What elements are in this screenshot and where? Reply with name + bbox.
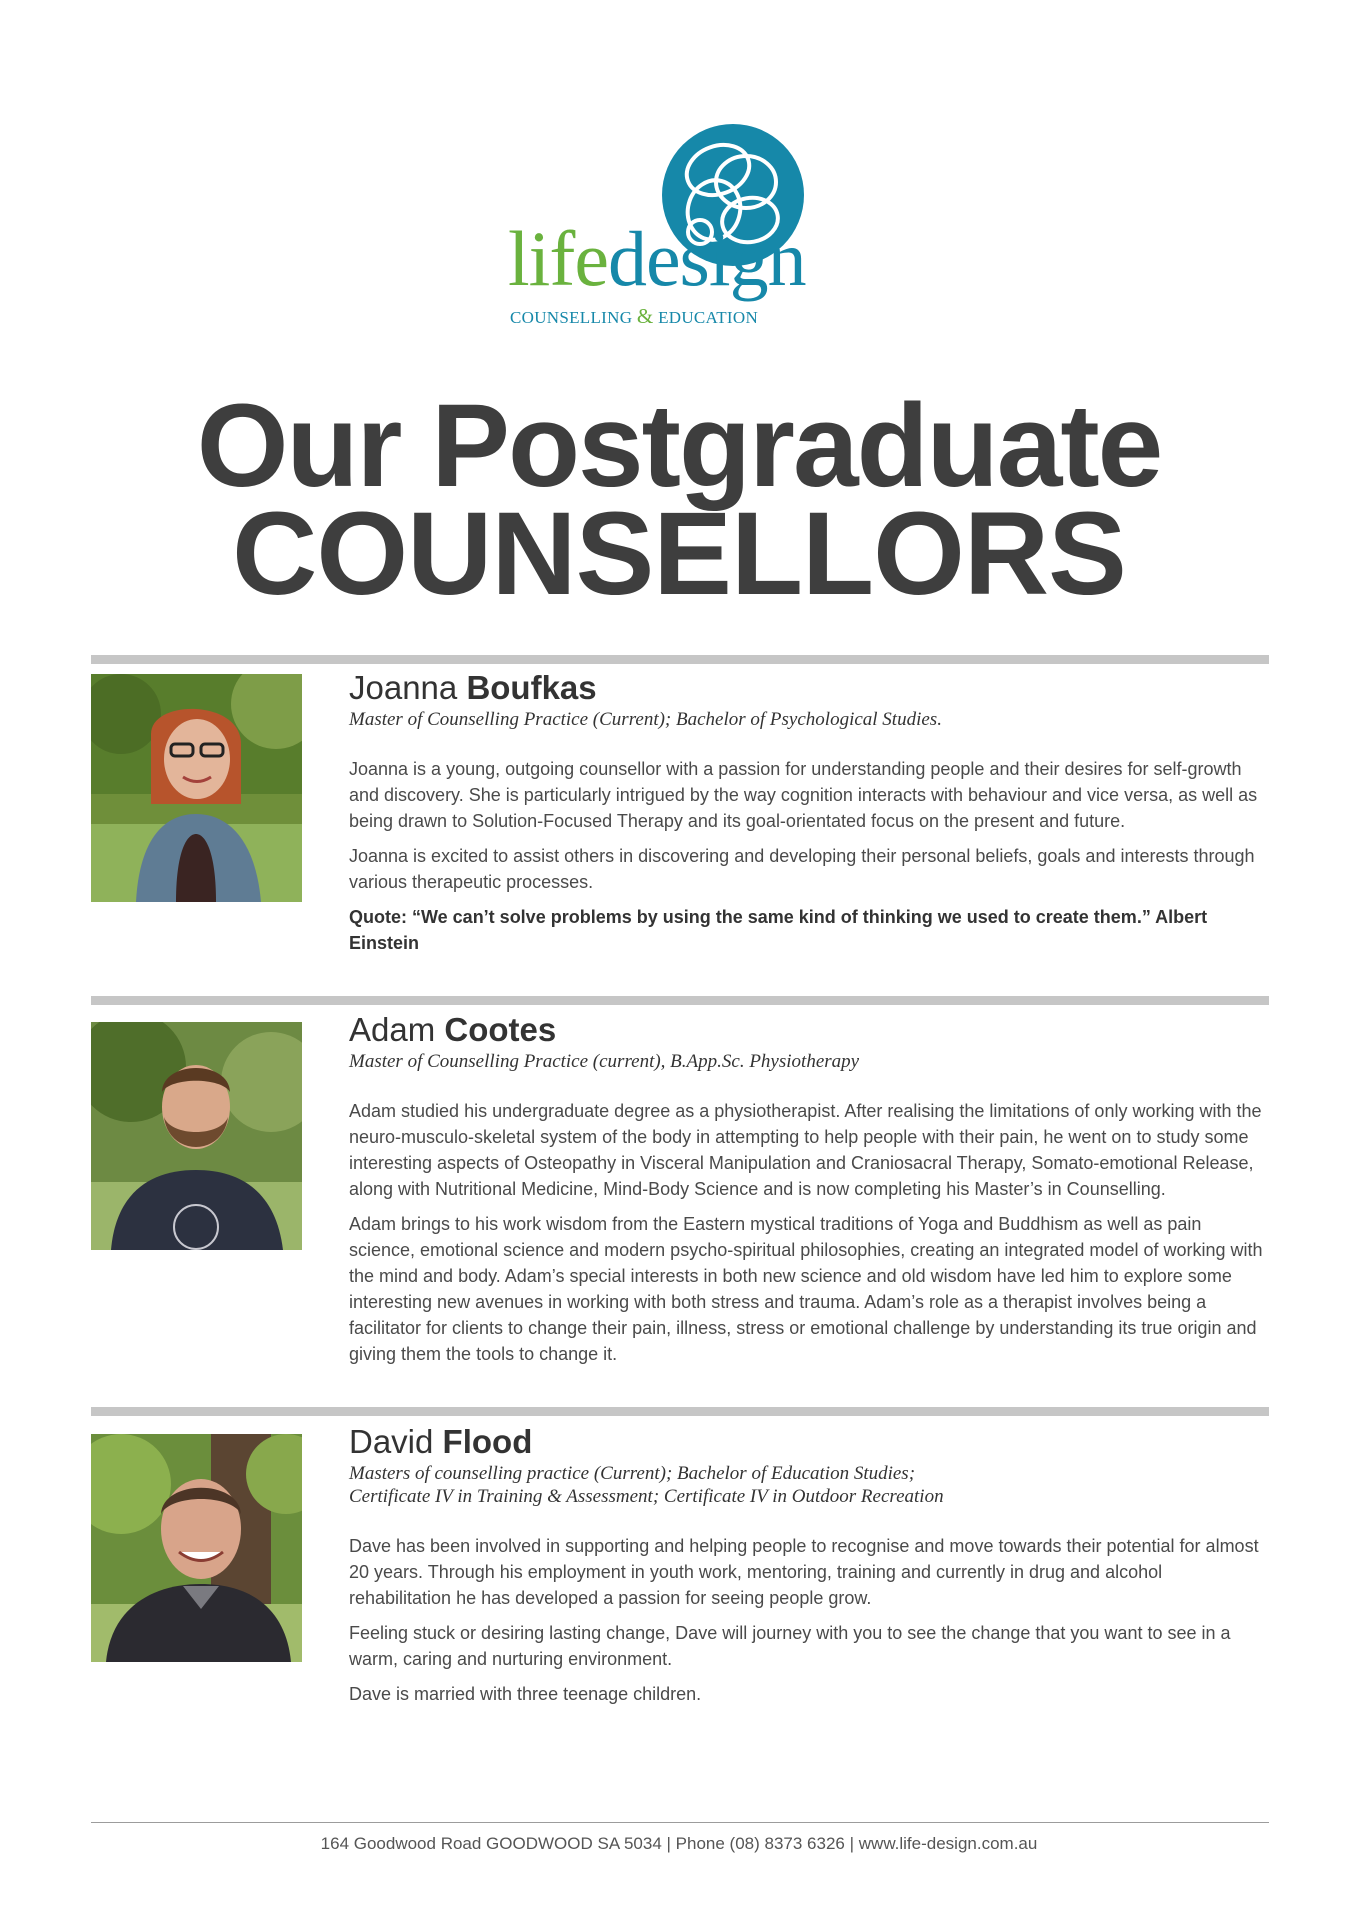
profile-last-name: Boufkas [466,669,597,706]
profile-paragraph: Adam brings to his work wisdom from the Eastern mystical traditions of Yoga and Buddhism as well as pain science, emotional science and modern psycho-spiritual philosophies, creating an integrated model of working with the mind and body. Adam’s special interests in both new science and old wisdom have led him to explore some interesting new avenues in working with both stress and trauma. Adam’s role as a therapist involves being a facilitator for clients to change their pain, illness, stress or emotional challenge by understanding its true origin and giving them the tools to change it. [349,1214,1263,1364]
profile-paragraph: Dave is married with three teenage children. [349,1684,702,1704]
profile-first-name: Joanna [349,669,458,706]
profile-paragraph: Adam studied his undergraduate degree as a physiotherapist. After realising the limitations of only working with the neuro-musculo-skeletal system of the body in attempting to help people with their pain, he went on to study some interesting aspects of Osteopathy in Visceral Manipulation and Craniosacral Therapy, Somato-emotional Release, along with Nutritional Medicine, Mind-Body Science and is now completing his Master’s in Counselling. [349,1101,1262,1199]
profile-photo-david [91,1434,302,1662]
profile-name [349,1012,1269,1048]
footer-divider [91,1822,1269,1823]
profile-qualifications: Master of Counselling Practice (Current); Bachelor of Psychological Studies. [349,709,942,730]
logo-word-design: design [607,215,806,302]
footer-separator: | [849,1834,855,1853]
profile-adam [349,1012,1269,1376]
profile-name [349,1424,1269,1460]
profile-paragraph: Dave has been involved in supporting and helping people to recognise and move towards their potential for almost 20 years. Through his employment in youth work, mentoring, training and currently in drug and alcohol rehabilitation he has developed a passion for seeing people grow. [349,1536,1259,1608]
logo-tagline [510,304,758,329]
profile-joanna [349,670,1269,956]
profile-qualifications: Master of Counselling Practice (current), B.App.Sc. Physiotherapy [349,1051,860,1072]
profile-last-name: Cootes [444,1011,557,1048]
page-title-line-1: Our Postgraduate [196,380,1162,512]
logo-tag-left: COUNSELLING [510,308,633,327]
logo-wordmark [508,215,806,302]
profile-qualifications: Masters of counselling practice (Current); Bachelor of Education Studies; [349,1463,916,1484]
profile-paragraph: Joanna is excited to assist others in discovering and developing their personal beliefs, goals and interests through various therapeutic processes. [349,846,1255,892]
profile-paragraph: Joanna is a young, outgoing counsellor with a passion for understanding people and their desires for self-growth and discovery. She is particularly intrigued by the way cognition interacts with behaviour and vice versa, as well as being drawn to Solution-Focused Therapy and its goal-orientated focus on the present and future. [349,759,1258,831]
profile-photo-adam [91,1022,302,1250]
logo-word-life: life [508,215,608,302]
lifedesign-logo [500,120,870,330]
section-divider [91,655,1269,664]
page-title-line-2: COUNSELLORS [232,488,1126,620]
profile-quote: Quote: “We can’t solve problems by using the same kind of thinking we used to create them.” Albert Einstein [349,907,1208,953]
profile-david [349,1424,1269,1716]
profile-name [349,670,1269,706]
footer-phone: Phone (08) 8373 6326 [675,1834,845,1853]
logo-tag-right: EDUCATION [658,308,759,327]
profile-first-name: Adam [349,1011,436,1048]
profile-paragraph: Feeling stuck or desiring lasting change, Dave will journey with you to see the change that you want to see in a warm, caring and nurturing environment. [349,1623,1231,1669]
footer [0,1834,1358,1854]
footer-separator: | [666,1834,671,1853]
footer-address: 164 Goodwood Road GOODWOOD SA 5034 [320,1834,662,1853]
section-divider [91,996,1269,1005]
profile-qualifications: Certificate IV in Training & Assessment; Certificate IV in Outdoor Recreation [349,1486,944,1507]
section-divider [91,1407,1269,1416]
profile-first-name: David [349,1423,434,1460]
profile-photo-joanna [91,674,302,902]
page-title [0,380,1358,620]
footer-website-link[interactable]: www.life-design.com.au [858,1834,1038,1853]
profile-last-name: Flood [442,1423,533,1460]
logo-tag-amp: & [636,304,654,328]
